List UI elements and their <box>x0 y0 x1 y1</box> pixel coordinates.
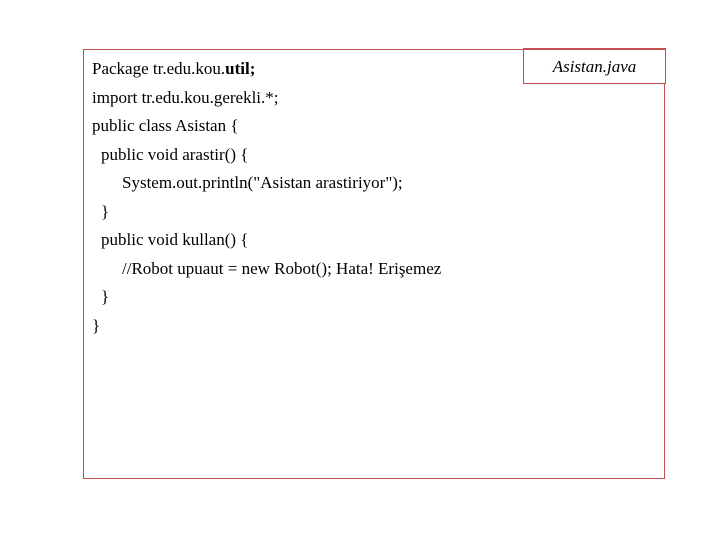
code-line-import: import tr.edu.kou.gerekli.*; <box>92 87 279 107</box>
package-name-bold: util; <box>225 59 256 78</box>
code-line-class-declaration: public class Asistan { <box>92 116 239 135</box>
file-name-label: Asistan.java <box>523 48 666 84</box>
code-box <box>83 49 665 479</box>
code-line-close-arastir: } <box>101 201 110 221</box>
code-line-method-arastir: public void arastir() { <box>101 144 249 164</box>
code-line-close-kullan: } <box>101 287 110 306</box>
code-line-package <box>92 55 441 84</box>
code-listing <box>92 55 441 340</box>
code-line-method-kullan: public void kullan() { <box>101 230 249 249</box>
package-prefix: Package tr.edu.kou. <box>92 59 226 78</box>
code-line-println: System.out.println("Asistan arastiriyor"); <box>122 173 403 192</box>
code-line-close-class: } <box>92 315 101 335</box>
code-line-comment: //Robot upuaut = new Robot(); Hata! Erişemez <box>122 258 442 278</box>
